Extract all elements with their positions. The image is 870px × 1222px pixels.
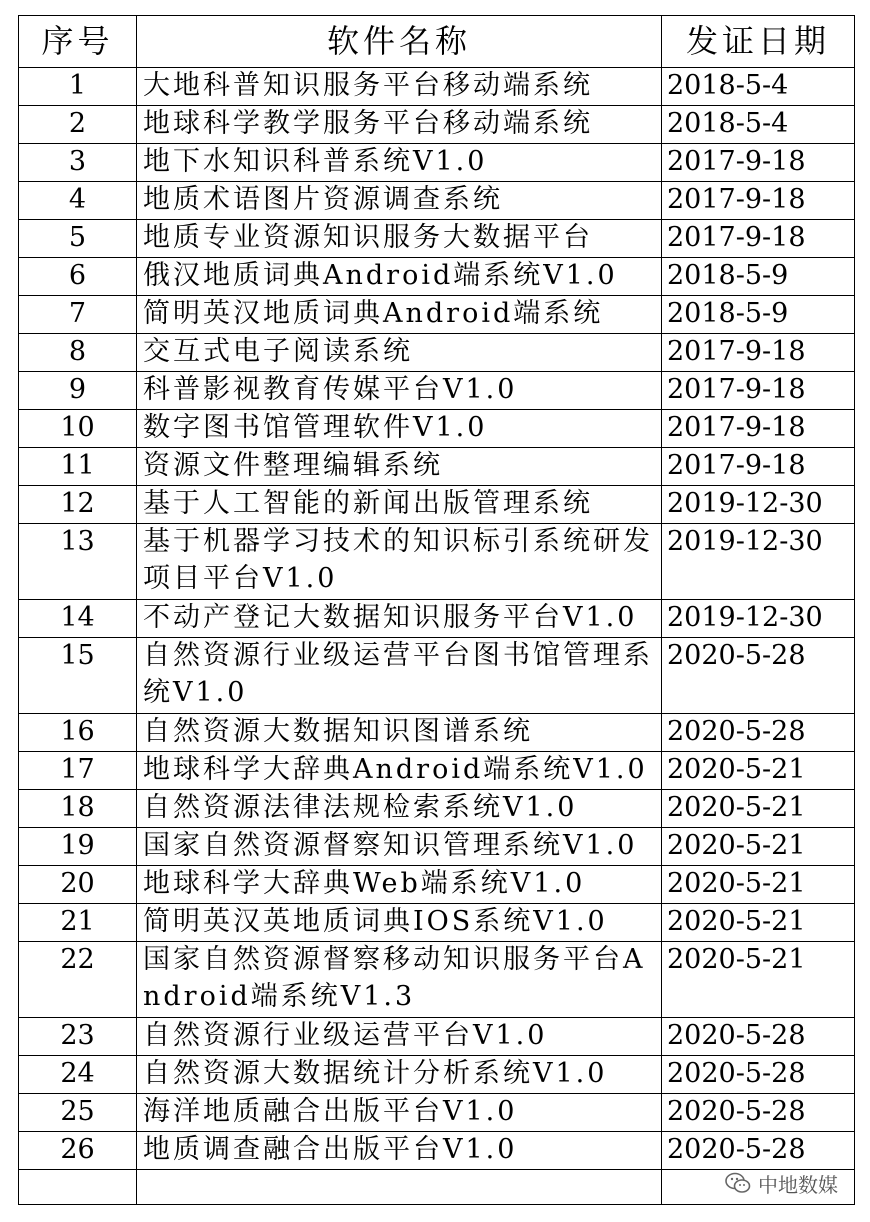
watermark-text: 中地数媒 [758, 1172, 838, 1197]
row-issue-date: 2020-5-28 [662, 1132, 855, 1170]
row-issue-date: 2017-9-18 [662, 410, 855, 448]
table-row [19, 1018, 855, 1056]
row-issue-date: 2020-5-21 [662, 942, 855, 1018]
row-issue-date: 2020-5-28 [662, 1018, 855, 1056]
table-row [19, 296, 855, 334]
row-software-name: 基于机器学习技术的知识标引系统研发项目平台V1.0 [137, 524, 662, 600]
row-software-name: 地球科学大辞典Android端系统V1.0 [137, 752, 662, 790]
table-row [19, 714, 855, 752]
row-index: 15 [19, 638, 137, 714]
row-issue-date: 2017-9-18 [662, 220, 855, 258]
table-row [19, 1056, 855, 1094]
row-issue-date: 2020-5-21 [662, 828, 855, 866]
row-index: 25 [19, 1094, 137, 1132]
table-row [19, 866, 855, 904]
row-software-name: 自然资源行业级运营平台图书馆管理系统V1.0 [137, 638, 662, 714]
table-row [19, 600, 855, 638]
table-row [19, 182, 855, 220]
row-issue-date: 2020-5-28 [662, 1094, 855, 1132]
row-software-name: 地下水知识科普系统V1.0 [137, 144, 662, 182]
table-row [19, 220, 855, 258]
row-software-name: 交互式电子阅读系统 [137, 334, 662, 372]
table-row [19, 638, 855, 714]
row-issue-date: 2019-12-30 [662, 486, 855, 524]
row-index: 3 [19, 144, 137, 182]
row-issue-date: 2017-9-18 [662, 182, 855, 220]
table-row [19, 790, 855, 828]
row-index: 19 [19, 828, 137, 866]
row-index: 1 [19, 68, 137, 106]
row-software-name: 地质术语图片资源调查系统 [137, 182, 662, 220]
empty-cell [137, 1170, 662, 1205]
row-issue-date: 2020-5-21 [662, 904, 855, 942]
row-issue-date: 2017-9-18 [662, 144, 855, 182]
row-index: 23 [19, 1018, 137, 1056]
row-software-name: 俄汉地质词典Android端系统V1.0 [137, 258, 662, 296]
row-index: 17 [19, 752, 137, 790]
row-software-name: 数字图书馆管理软件V1.0 [137, 410, 662, 448]
table-row [19, 828, 855, 866]
row-software-name: 海洋地质融合出版平台V1.0 [137, 1094, 662, 1132]
row-software-name: 地质调查融合出版平台V1.0 [137, 1132, 662, 1170]
row-index: 20 [19, 866, 137, 904]
row-issue-date: 2020-5-21 [662, 866, 855, 904]
row-index: 22 [19, 942, 137, 1018]
row-issue-date: 2018-5-4 [662, 68, 855, 106]
table-row [19, 68, 855, 106]
row-index: 21 [19, 904, 137, 942]
row-issue-date: 2020-5-28 [662, 714, 855, 752]
row-software-name: 资源文件整理编辑系统 [137, 448, 662, 486]
row-issue-date: 2020-5-28 [662, 638, 855, 714]
table-row [19, 486, 855, 524]
row-index: 2 [19, 106, 137, 144]
row-software-name: 国家自然资源督察知识管理系统V1.0 [137, 828, 662, 866]
row-issue-date: 2018-5-9 [662, 258, 855, 296]
row-software-name: 地球科学大辞典Web端系统V1.0 [137, 866, 662, 904]
row-software-name: 大地科普知识服务平台移动端系统 [137, 68, 662, 106]
row-software-name: 地质专业资源知识服务大数据平台 [137, 220, 662, 258]
row-issue-date: 2020-5-21 [662, 752, 855, 790]
row-index: 13 [19, 524, 137, 600]
row-index: 8 [19, 334, 137, 372]
row-issue-date: 2018-5-4 [662, 106, 855, 144]
row-issue-date: 2019-12-30 [662, 524, 855, 600]
row-software-name: 自然资源法律法规检索系统V1.0 [137, 790, 662, 828]
empty-cell [19, 1170, 137, 1205]
row-software-name: 基于人工智能的新闻出版管理系统 [137, 486, 662, 524]
row-index: 24 [19, 1056, 137, 1094]
row-index: 10 [19, 410, 137, 448]
row-index: 16 [19, 714, 137, 752]
row-index: 5 [19, 220, 137, 258]
row-issue-date: 2018-5-9 [662, 296, 855, 334]
table-row [19, 106, 855, 144]
table-row [19, 942, 855, 1018]
watermark [724, 1168, 838, 1198]
table-row [19, 334, 855, 372]
table-row [19, 524, 855, 600]
software-registration-table [18, 15, 855, 1205]
row-index: 12 [19, 486, 137, 524]
table-header-row [19, 16, 855, 68]
row-index: 4 [19, 182, 137, 220]
row-software-name: 自然资源行业级运营平台V1.0 [137, 1018, 662, 1056]
table-row [19, 410, 855, 448]
table-row [19, 258, 855, 296]
row-index: 14 [19, 600, 137, 638]
table-row [19, 372, 855, 410]
row-software-name: 不动产登记大数据知识服务平台V1.0 [137, 600, 662, 638]
table-row [19, 752, 855, 790]
table-body [19, 68, 855, 1205]
row-issue-date: 2017-9-18 [662, 448, 855, 486]
header-index: 序号 [19, 16, 137, 68]
row-index: 9 [19, 372, 137, 410]
row-software-name: 科普影视教育传媒平台V1.0 [137, 372, 662, 410]
table-row [19, 904, 855, 942]
row-issue-date: 2020-5-28 [662, 1056, 855, 1094]
table-row [19, 144, 855, 182]
header-software-name: 软件名称 [137, 16, 662, 68]
row-software-name: 地球科学教学服务平台移动端系统 [137, 106, 662, 144]
row-software-name: 简明英汉地质词典Android端系统 [137, 296, 662, 334]
row-issue-date: 2017-9-18 [662, 372, 855, 410]
table-row [19, 1132, 855, 1170]
row-issue-date: 2020-5-21 [662, 790, 855, 828]
table-row [19, 448, 855, 486]
row-index: 18 [19, 790, 137, 828]
row-software-name: 国家自然资源督察移动知识服务平台Android端系统V1.3 [137, 942, 662, 1018]
row-issue-date: 2019-12-30 [662, 600, 855, 638]
row-index: 7 [19, 296, 137, 334]
row-index: 11 [19, 448, 137, 486]
row-issue-date: 2017-9-18 [662, 334, 855, 372]
wechat-icon [724, 1171, 752, 1195]
row-software-name: 自然资源大数据统计分析系统V1.0 [137, 1056, 662, 1094]
row-index: 6 [19, 258, 137, 296]
header-issue-date: 发证日期 [662, 16, 855, 68]
table-row [19, 1094, 855, 1132]
row-software-name: 简明英汉英地质词典IOS系统V1.0 [137, 904, 662, 942]
row-index: 26 [19, 1132, 137, 1170]
row-software-name: 自然资源大数据知识图谱系统 [137, 714, 662, 752]
